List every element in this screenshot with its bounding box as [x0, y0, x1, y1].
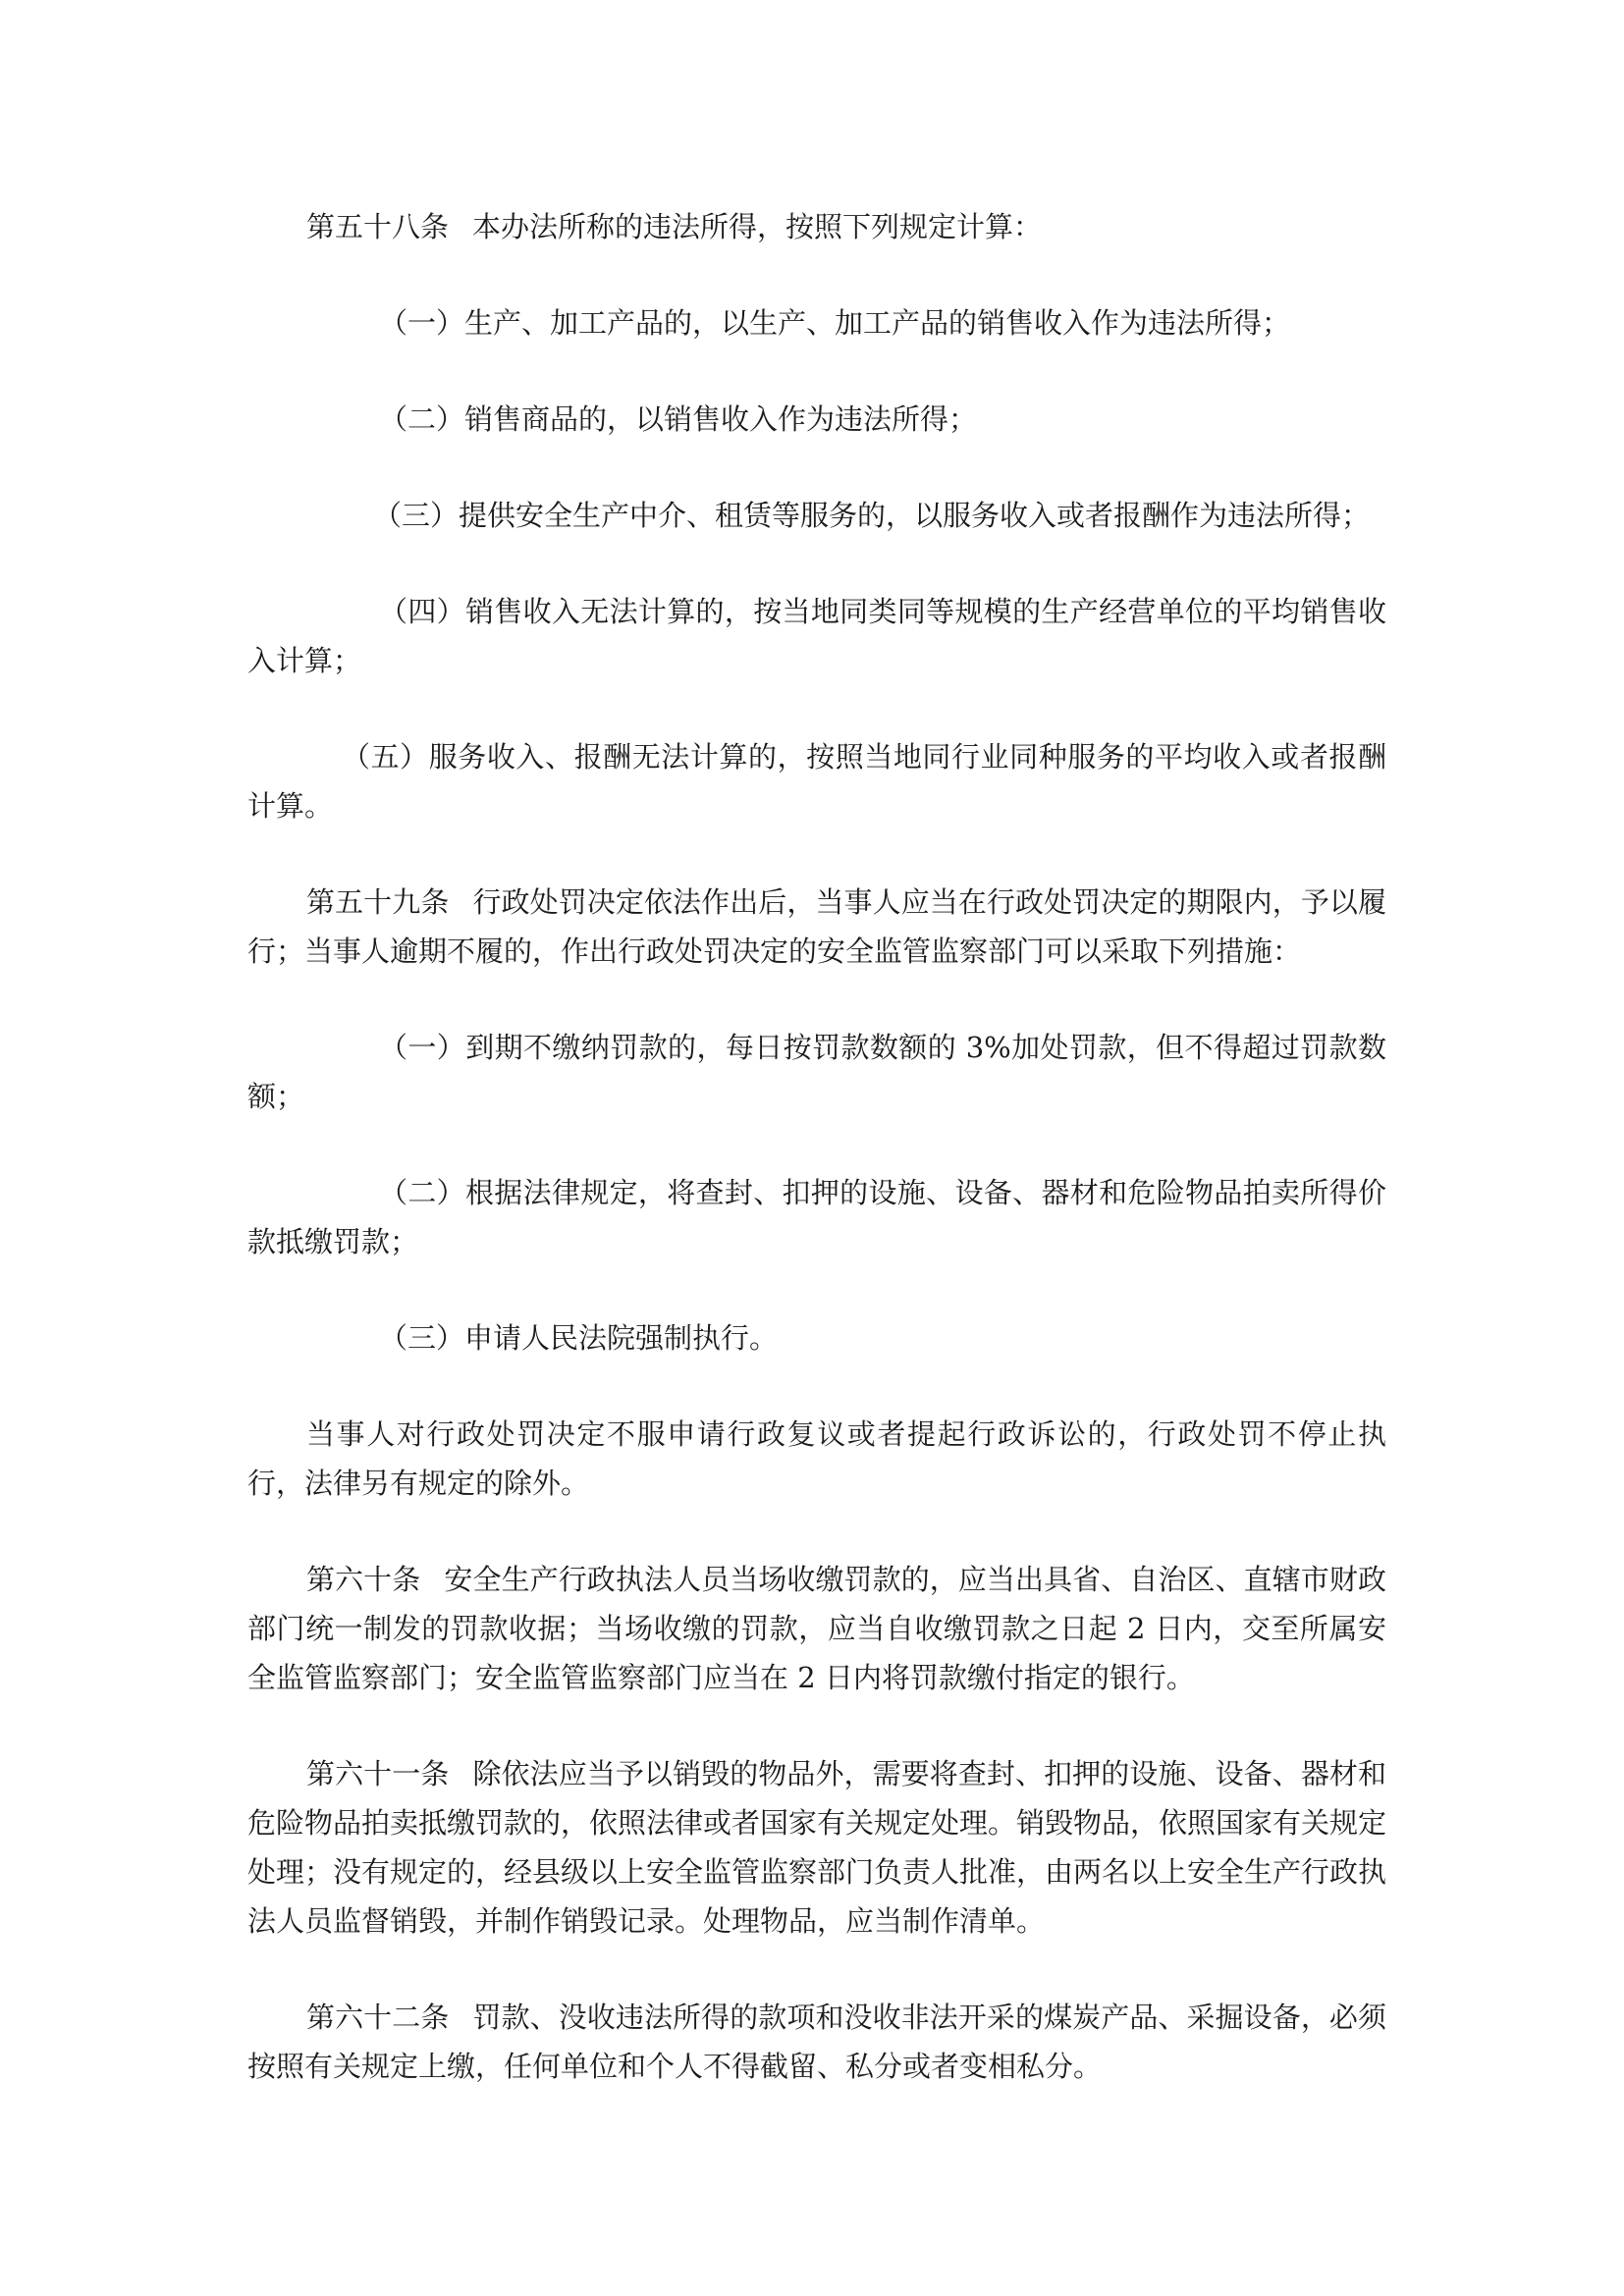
article-58-text: 本办法所称的违法所得，按照下列规定计算： — [472, 210, 1043, 243]
article-59-item-1: （一）到期不缴纳罚款的，每日按罚款数额的 3%加处罚款，但不得超过罚款数额； — [247, 1031, 1386, 1113]
article-61-paragraph — [247, 1749, 1386, 1946]
article-61-title: 第六十一条 — [306, 1757, 450, 1790]
article-59-item-2: （二）根据法律规定，将查封、扣押的设施、设备、器材和危险物品拍卖所得价款抵缴罚款； — [247, 1176, 1386, 1258]
article-62-title: 第六十二条 — [306, 2001, 450, 2034]
article-59-item-3: （三）申请人民法院强制执行。 — [379, 1321, 779, 1355]
article-59-paragraph — [247, 878, 1386, 976]
article-62-text: 罚款、没收违法所得的款项和没收非法开采的煤炭产品、采掘设备，必须按照有关规定上缴，任何单位和个人不得截留、私分或者变相私分。 — [247, 2001, 1386, 2083]
article-58-item-4: （四）销售收入无法计算的，按当地同类同等规模的生产经营单位的平均销售收入计算； — [247, 595, 1386, 677]
article-58-item-2: （二）销售商品的，以销售收入作为违法所得； — [379, 402, 978, 436]
article-61-text: 除依法应当予以销毁的物品外，需要将查封、扣押的设施、设备、器材和危险物品拍卖抵缴罚款的，依照法律或者国家有关规定处理。销毁物品，依照国家有关规定处理；没有规定的，经县级以上安全监管监察部门负责人批准，由两名以上安全生产行政执法人员监督销毁，并制作销毁记录。处理物品，应当制作清单。 — [247, 1757, 1387, 1938]
article-60-title: 第六十条 — [306, 1563, 421, 1596]
article-58-item-1: （一）生产、加工产品的，以生产、加工产品的销售收入作为违法所得； — [379, 306, 1291, 340]
article-58-item-5: （五）服务收入、报酬无法计算的，按照当地同行业同种服务的平均收入或者报酬计算。 — [247, 740, 1386, 823]
article-59-title: 第五十九条 — [306, 885, 450, 919]
article-60-text: 安全生产行政执法人员当场收缴罚款的，应当出具省、自治区、直辖市财政部门统一制发的罚款收据；当场收缴的罚款，应当自收缴罚款之日起 2 日内，交至所属安全监管监察部门；安全监管监察部门应当在 2 日内将罚款缴付指定的银行。 — [247, 1563, 1386, 1694]
article-60-paragraph — [247, 1555, 1386, 1702]
article-62-paragraph — [247, 1993, 1386, 2091]
document-body — [247, 202, 1386, 2138]
article-58-title: 第五十八条 — [306, 210, 450, 243]
article-59-note: 当事人对行政处罚决定不服申请行政复议或者提起行政诉讼的，行政处罚不停止执行，法律另有规定的除外。 — [247, 1417, 1386, 1500]
article-58-item-3: （三）提供安全生产中介、租赁等服务的，以服务收入或者报酬作为违法所得； — [373, 499, 1371, 532]
article-58-paragraph — [247, 202, 1386, 251]
article-59-text: 行政处罚决定依法作出后，当事人应当在行政处罚决定的期限内，予以履行；当事人逾期不履的，作出行政处罚决定的安全监管监察部门可以采取下列措施： — [247, 885, 1386, 968]
